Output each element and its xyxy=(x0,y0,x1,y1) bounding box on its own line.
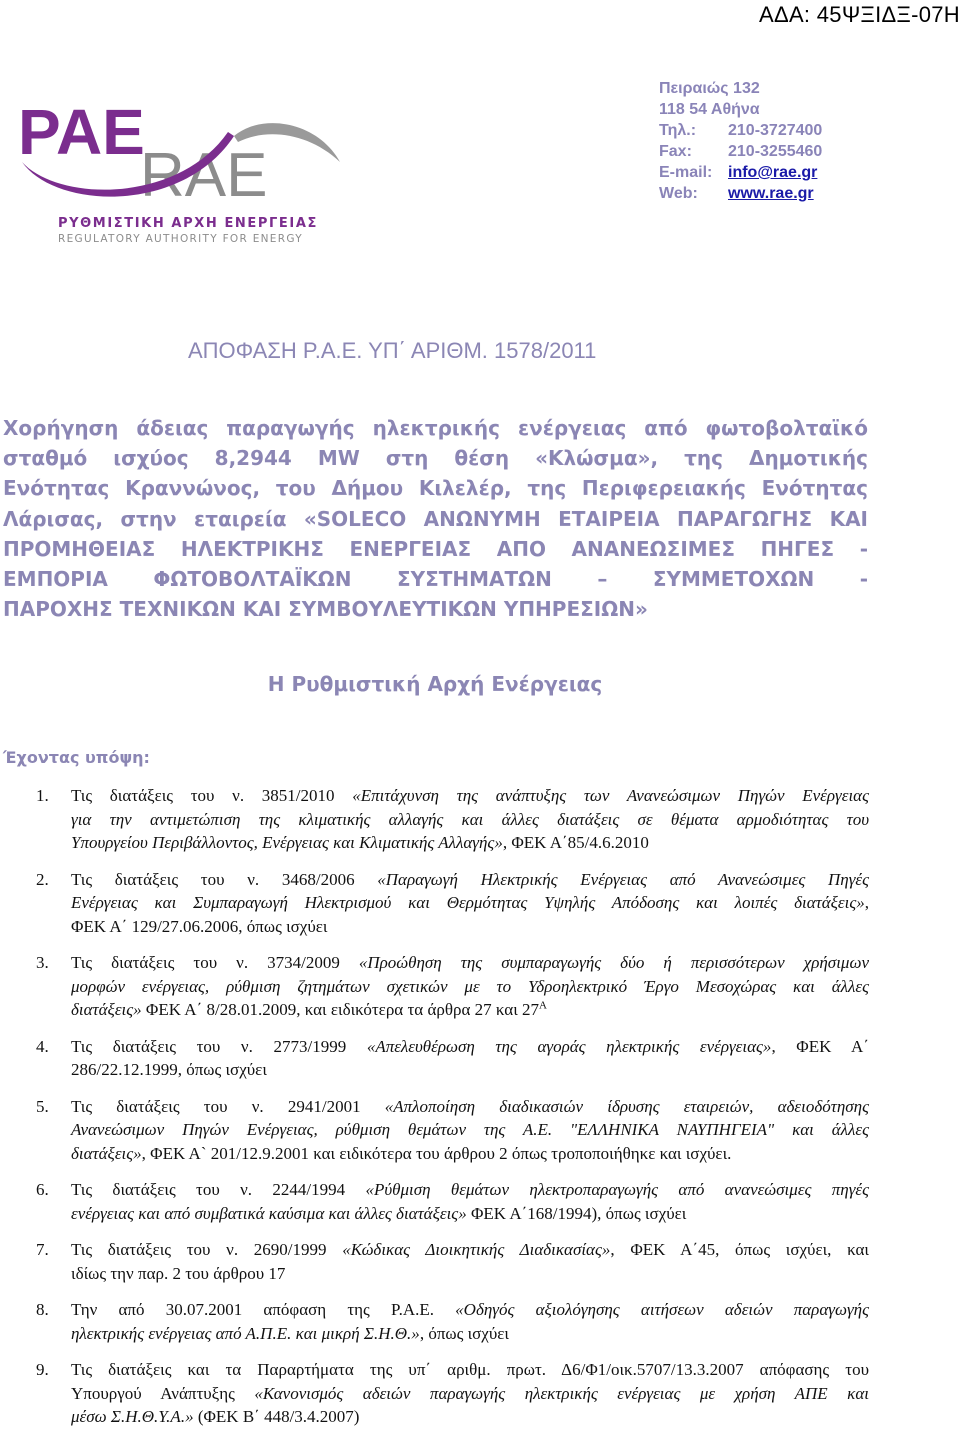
consideration-item xyxy=(36,1298,869,1345)
item-line xyxy=(71,784,869,808)
item-line xyxy=(71,975,869,999)
item-line xyxy=(71,1238,869,1262)
item-text: ιδίως την παρ. 2 του άρθρου 17 xyxy=(71,1263,286,1283)
law-title: διατάξεις» xyxy=(71,1143,142,1163)
email-link[interactable]: info@rae.gr xyxy=(728,164,818,181)
consideration-item xyxy=(36,1178,869,1225)
web-link[interactable]: www.rae.gr xyxy=(728,185,814,202)
rae-logo xyxy=(18,92,348,247)
fax-label: Fax: xyxy=(659,143,692,160)
item-line xyxy=(71,1382,869,1406)
contact-street: Πειραιώς 132 xyxy=(659,80,760,97)
contact-tel-row xyxy=(659,120,822,141)
logo-latin-letters: RAE xyxy=(140,141,268,210)
law-title: Υπουργείου Περιβάλλοντος, Ενέργειας και Κλιματικής Αλλαγής» xyxy=(71,833,503,852)
law-title: Ανανεώσιμων Πηγών Ενέργειας, ρύθμιση θεμάτων της Α.Ε. "ΕΛΛΗΝΙΚΑ ΝΑΥΠΗΓΕΙΑ" και άλλες xyxy=(71,1120,869,1139)
item-line xyxy=(71,915,869,939)
law-title: μορφών ενέργειας, ρύθμιση ζητημάτων σχετικών με το Υδροηλεκτρικό Έργο Μεσοχώρας και άλλες xyxy=(71,976,869,996)
item-line xyxy=(71,1322,869,1346)
law-title: «Προώθηση της συμπαραγωγής δύο ή περισσότερων χρήσιμων xyxy=(358,953,869,972)
contact-email-row xyxy=(659,162,822,183)
item-number: 1. xyxy=(36,786,49,805)
item-text: Την από 30.07.2001 απόφαση της Ρ.Α.Ε. xyxy=(71,1300,456,1319)
consideration-item xyxy=(36,868,869,939)
law-title: «Κώδικας Διοικητικής Διαδικασίας» xyxy=(342,1240,611,1259)
considerations-list xyxy=(36,784,869,1442)
item-number: 9. xyxy=(36,1360,49,1379)
logo-greek-name: ΡΥΘΜΙΣΤΙΚΗ ΑΡΧΗ ΕΝΕΡΓΕΙΑΣ xyxy=(58,216,318,231)
item-text: Τις διατάξεις του ν. 2773/1999 xyxy=(71,1036,367,1056)
item-text: , ΦΕΚ Α` 201/12.9.2001 και ειδικότερα του άρθρου 2 όπως τροποποιήθηκε και ισχύει. xyxy=(141,1143,732,1163)
item-line xyxy=(71,891,869,915)
fax-value: 210-3255460 xyxy=(728,143,823,160)
logo-english-name: REGULATORY AUTHORITY FOR ENERGY xyxy=(58,233,303,245)
logo-greek-letters: ΡΑΕ xyxy=(18,96,145,168)
item-text: ΦΕΚ Α΄ 129/27.06.2006, όπως ισχύει xyxy=(71,916,328,936)
item-line xyxy=(71,1142,869,1166)
item-text: Τις διατάξεις και τα Παραρτήματα της υπ΄ αριθμ. πρωτ. Δ6/Φ1/οικ.5707/13.3.2007 απόφασης του xyxy=(71,1360,869,1379)
contact-block xyxy=(659,78,822,204)
web-label: Web: xyxy=(659,185,698,202)
item-text: Τις διατάξεις του ν. 3468/2006 xyxy=(71,869,378,889)
item-number: 2. xyxy=(36,869,49,889)
ada-code: ΑΔΑ: 45ΨΞΙΔΞ-07Η xyxy=(758,2,960,27)
item-line xyxy=(71,831,869,855)
item-line xyxy=(71,951,869,975)
item-line xyxy=(71,1262,869,1286)
email-label: E-mail: xyxy=(659,164,713,181)
decision-subject xyxy=(3,413,868,624)
item-text: Τις διατάξεις του ν. 2941/2001 xyxy=(71,1096,385,1116)
subject-line: σταθμό ισχύος 8,2944 MW στη θέση «Κλώσμα», της Δημοτικής xyxy=(3,446,868,471)
subject-line: ΠΡΟΜΗΘΕΙΑΣ ΗΛΕΚΤΡΙΚΗΣ ΕΝΕΡΓΕΙΑΣ ΑΠΟ ΑΝΑΝΕΩΣΙΜΕΣ ΠΗΓΕΣ - xyxy=(3,536,868,561)
law-title: για την αντιμετώπιση της κλιματικής αλλαγής και άλλες διατάξεις σε θέματα αρμοδιότητας του xyxy=(71,809,869,829)
law-title: «Επιτάχυνση της ανάπτυξης των Ανανεώσιμων Πηγών Ενέργειας xyxy=(352,786,869,805)
item-number: 4. xyxy=(36,1036,49,1056)
item-number: 6. xyxy=(36,1180,49,1199)
item-text: ΦΕΚ Α΄ 8/28.01.2009, και ειδικότερα τα άρθρα 27 και 27 xyxy=(141,1000,540,1019)
item-line xyxy=(71,868,869,892)
item-text: , xyxy=(864,893,869,912)
law-title: «Απελευθέρωση της αγοράς ηλεκτρικής ενέργειας» xyxy=(366,1036,772,1056)
item-line xyxy=(71,1035,869,1059)
item-text: Τις διατάξεις του ν. 3851/2010 xyxy=(71,786,353,805)
law-title: «Ρύθμιση θεμάτων ηλεκτροπαραγωγής από ανανεώσιμες πηγές xyxy=(365,1180,869,1199)
law-title: μέσω Σ.Η.Θ.Υ.Α.» xyxy=(71,1407,194,1426)
subject-line: Λάρισας, στην εταιρεία «SOLECO ΑΝΩΝΥΜΗ ΕΤΑΙΡΕΙΑ ΠΑΡΑΓΩΓΗΣ ΚΑΙ xyxy=(3,506,868,531)
law-title: «Οδηγός αξιολόγησης αιτήσεων αδειών παραγωγής xyxy=(455,1300,869,1319)
tel-value: 210-3727400 xyxy=(728,122,823,139)
contact-fax-row xyxy=(659,141,822,162)
item-text: , ΦΕΚ Α΄45, όπως ισχύει, και xyxy=(610,1240,869,1259)
law-title: διατάξεις» xyxy=(71,1000,142,1019)
superscript: Α xyxy=(539,999,547,1012)
law-title: Ενέργειας και Συμπαραγωγή Ηλεκτρισμού και Θερμότητας Υψηλής Απόδοσης και λοιπές διατάξεις» xyxy=(71,893,865,912)
decision-number: ΑΠΟΦΑΣΗ Ρ.Α.Ε. ΥΠ΄ ΑΡΙΘΜ. 1578/2011 xyxy=(188,338,597,363)
law-title: «Κανονισμός αδειών παραγωγής ηλεκτρικής ενέργειας με χρήση ΑΠΕ και xyxy=(254,1383,869,1403)
having-regard-heading: Έχοντας υπόψη: xyxy=(3,748,150,767)
subject-line: ΕΜΠΟΡΙΑ ΦΩΤΟΒΟΛΤΑΪΚΩΝ ΣΥΣΤΗΜΑΤΩΝ – ΣΥΜΜΕΤΟΧΩΝ - xyxy=(3,567,868,592)
item-line xyxy=(71,1178,869,1202)
item-text: ΦΕΚ Α΄168/1994), όπως ισχύει xyxy=(466,1203,687,1223)
subject-line: Ενότητας Κραννώνος, του Δήμου Κιλελέρ, της Περιφερειακής Ενότητας xyxy=(3,476,868,501)
item-line xyxy=(71,1358,869,1382)
item-text: , όπως ισχύει xyxy=(419,1323,509,1343)
item-line xyxy=(71,1095,869,1119)
law-title: ηλεκτρικής ενέργειας από Α.Π.Ε. και μικρή Σ.Η.Θ.» xyxy=(71,1323,420,1343)
item-number: 3. xyxy=(36,953,49,972)
law-title: «Παραγωγή Ηλεκτρικής Ενέργειας από Ανανεώσιμες Πηγές xyxy=(377,869,869,889)
item-text: 286/22.12.1999, όπως ισχύει xyxy=(71,1060,267,1079)
consideration-item xyxy=(36,1358,869,1429)
item-line xyxy=(71,1298,869,1322)
item-number: 8. xyxy=(36,1300,49,1319)
contact-city: 118 54 Αθήνα xyxy=(659,101,760,118)
item-line xyxy=(71,1405,869,1429)
item-line xyxy=(71,998,869,1022)
item-text: , ΦΕΚ Α΄ xyxy=(771,1036,869,1056)
law-title: «Απλοποίηση διαδικασιών ίδρυσης εταιρειών, αδειοδότησης xyxy=(384,1096,869,1116)
item-text: Τις διατάξεις του ν. 2690/1999 xyxy=(71,1240,343,1259)
item-text: , ΦΕΚ Α΄85/4.6.2010 xyxy=(502,833,649,852)
item-text: Τις διατάξεις του ν. 3734/2009 xyxy=(71,953,359,972)
consideration-item xyxy=(36,1095,869,1166)
item-line xyxy=(71,1118,869,1142)
authority-heading: Η Ρυθμιστική Αρχή Ενέργειας xyxy=(267,672,603,696)
consideration-item xyxy=(36,951,869,1022)
item-number: 7. xyxy=(36,1240,49,1259)
item-line xyxy=(71,1202,869,1226)
item-line xyxy=(71,808,869,832)
consideration-item xyxy=(36,784,869,855)
item-text: Υπουργού Ανάπτυξης xyxy=(71,1383,255,1403)
contact-web-row xyxy=(659,183,822,204)
consideration-item xyxy=(36,1035,869,1082)
item-text: Τις διατάξεις του ν. 2244/1994 xyxy=(71,1180,366,1199)
subject-line: Χορήγηση άδειας παραγωγής ηλεκτρικής ενέργειας από φωτοβολταϊκό xyxy=(3,416,868,440)
subject-line: ΠΑΡΟΧΗΣ ΤΕΧΝΙΚΩΝ ΚΑΙ ΣΥΜΒΟΥΛΕΥΤΙΚΩΝ ΥΠΗΡΕΣΙΩΝ» xyxy=(3,597,648,622)
law-title: ενέργειας και από συμβατικά καύσιμα και άλλες διατάξεις» xyxy=(71,1203,467,1223)
rae-logo-mark xyxy=(18,92,348,247)
consideration-item xyxy=(36,1238,869,1285)
item-text: (ΦΕΚ Β΄ 448/3.4.2007) xyxy=(193,1407,360,1426)
tel-label: Τηλ.: xyxy=(659,122,697,139)
item-number: 5. xyxy=(36,1096,49,1116)
item-line xyxy=(71,1058,869,1082)
